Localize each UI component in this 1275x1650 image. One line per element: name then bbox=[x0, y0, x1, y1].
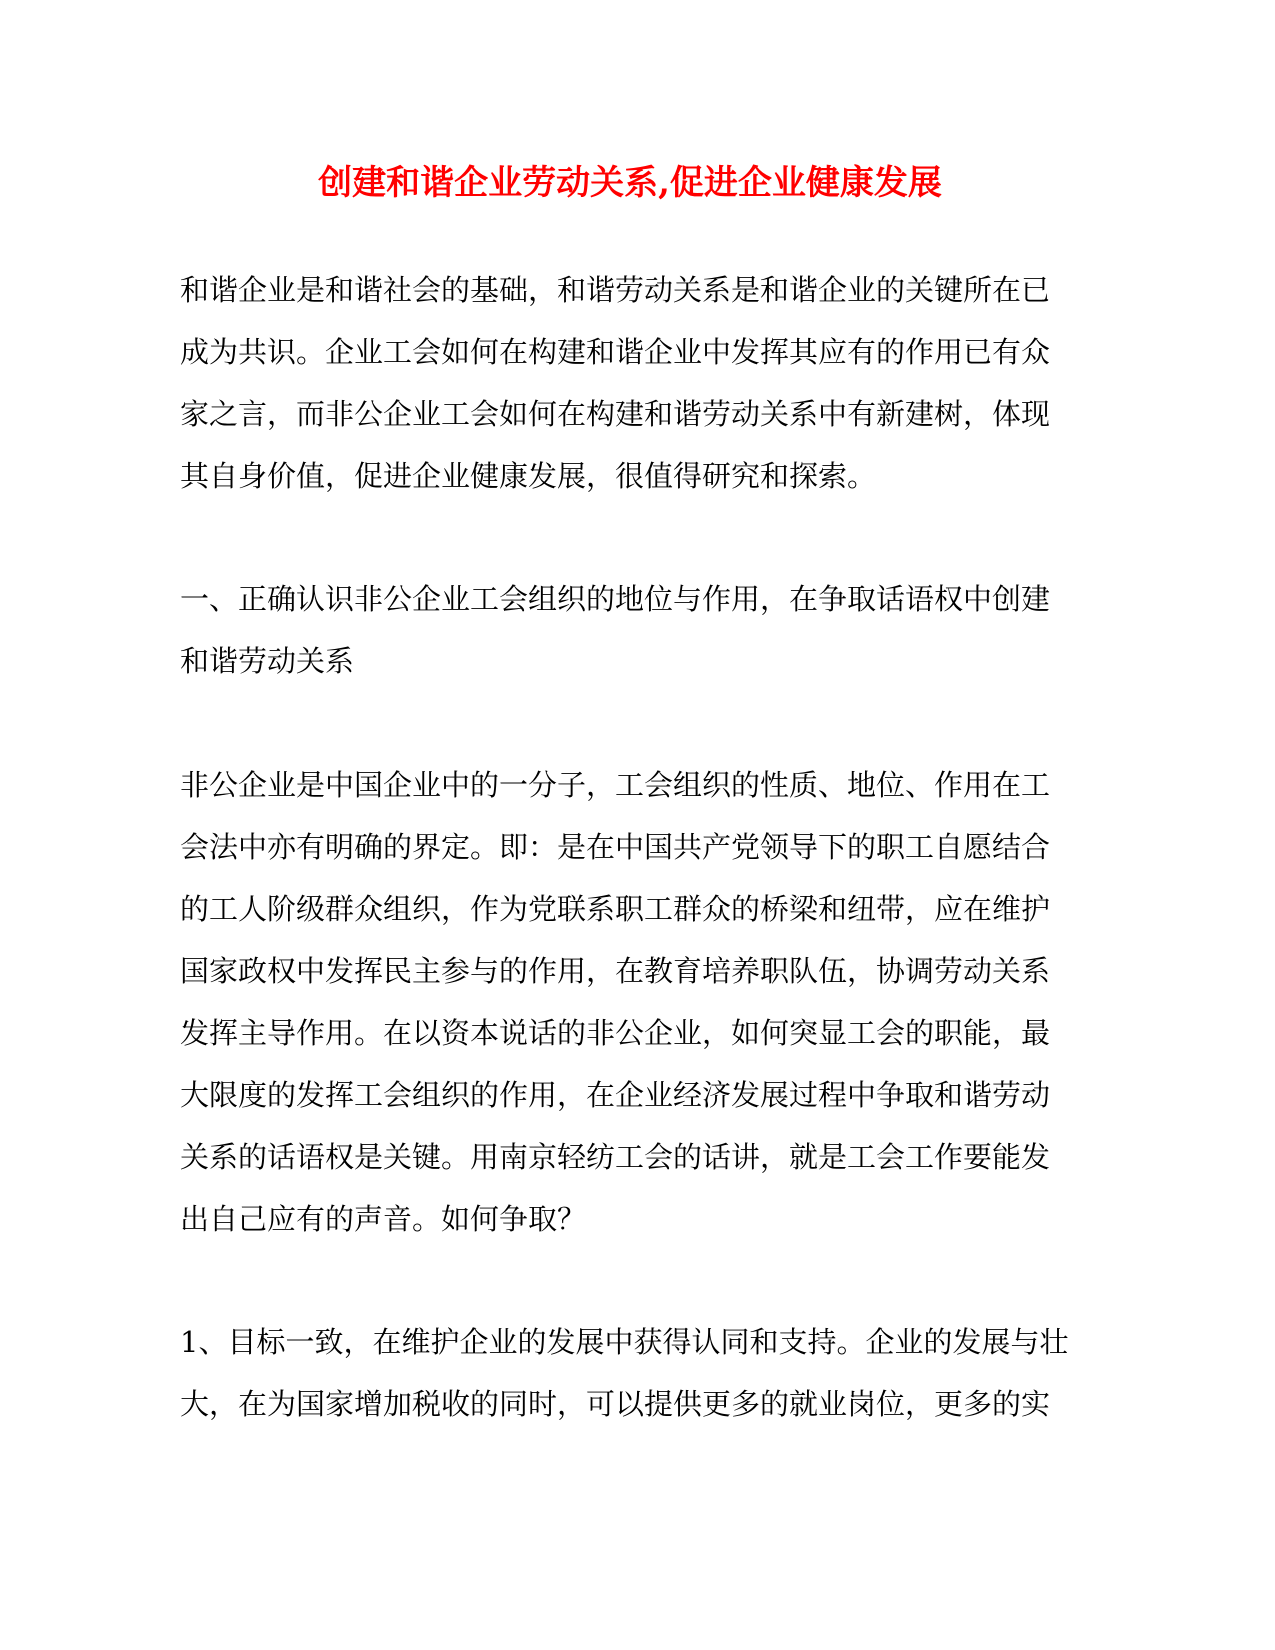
paragraph-intro bbox=[180, 259, 1051, 507]
text-line: 出自己应有的声音。如何争取？ bbox=[180, 1202, 587, 1236]
text-line: 其自身价值，促进企业健康发展，很值得研究和探索。 bbox=[180, 459, 877, 493]
text-line: 大，在为国家增加税收的同时，可以提供更多的就业岗位，更多的实 bbox=[180, 1387, 1051, 1421]
text-line: 的工人阶级群众组织，作为党联系职工群众的桥梁和纽带，应在维护 bbox=[180, 892, 1051, 926]
paragraph-body bbox=[180, 754, 1051, 1250]
section-heading-1 bbox=[180, 568, 1051, 692]
text-line: 关系的话语权是关键。用南京轻纺工会的话讲，就是工会工作要能发 bbox=[180, 1140, 1051, 1174]
text-line: 和谐企业是和谐社会的基础，和谐劳动关系是和谐企业的关键所在已 bbox=[180, 273, 1051, 307]
text-line: 国家政权中发挥民主参与的作用，在教育培养职队伍，协调劳动关系 bbox=[180, 954, 1051, 988]
text-line: 大限度的发挥工会组织的作用，在企业经济发展过程中争取和谐劳动 bbox=[180, 1078, 1051, 1112]
text-line: 1、目标一致，在维护企业的发展中获得认同和支持。企业的发展与壮 bbox=[180, 1325, 1069, 1359]
text-line: 家之言，而非公企业工会如何在构建和谐劳动关系中有新建树，体现 bbox=[180, 397, 1051, 431]
text-line: 发挥主导作用。在以资本说话的非公企业，如何突显工会的职能，最 bbox=[180, 1016, 1051, 1050]
text-line: 和谐劳动关系 bbox=[180, 644, 355, 678]
text-line: 非公企业是中国企业中的一分子，工会组织的性质、地位、作用在工 bbox=[180, 768, 1051, 802]
document-title: 创建和谐企业劳动关系,促进企业健康发展 bbox=[318, 163, 942, 203]
text-line: 成为共识。企业工会如何在构建和谐企业中发挥其应有的作用已有众 bbox=[180, 335, 1051, 369]
text-line: 一、正确认识非公企业工会组织的地位与作用，在争取话语权中创建 bbox=[180, 582, 1051, 616]
text-line: 会法中亦有明确的界定。即：是在中国共产党领导下的职工自愿结合 bbox=[180, 830, 1051, 864]
paragraph-point-1 bbox=[180, 1311, 1069, 1435]
